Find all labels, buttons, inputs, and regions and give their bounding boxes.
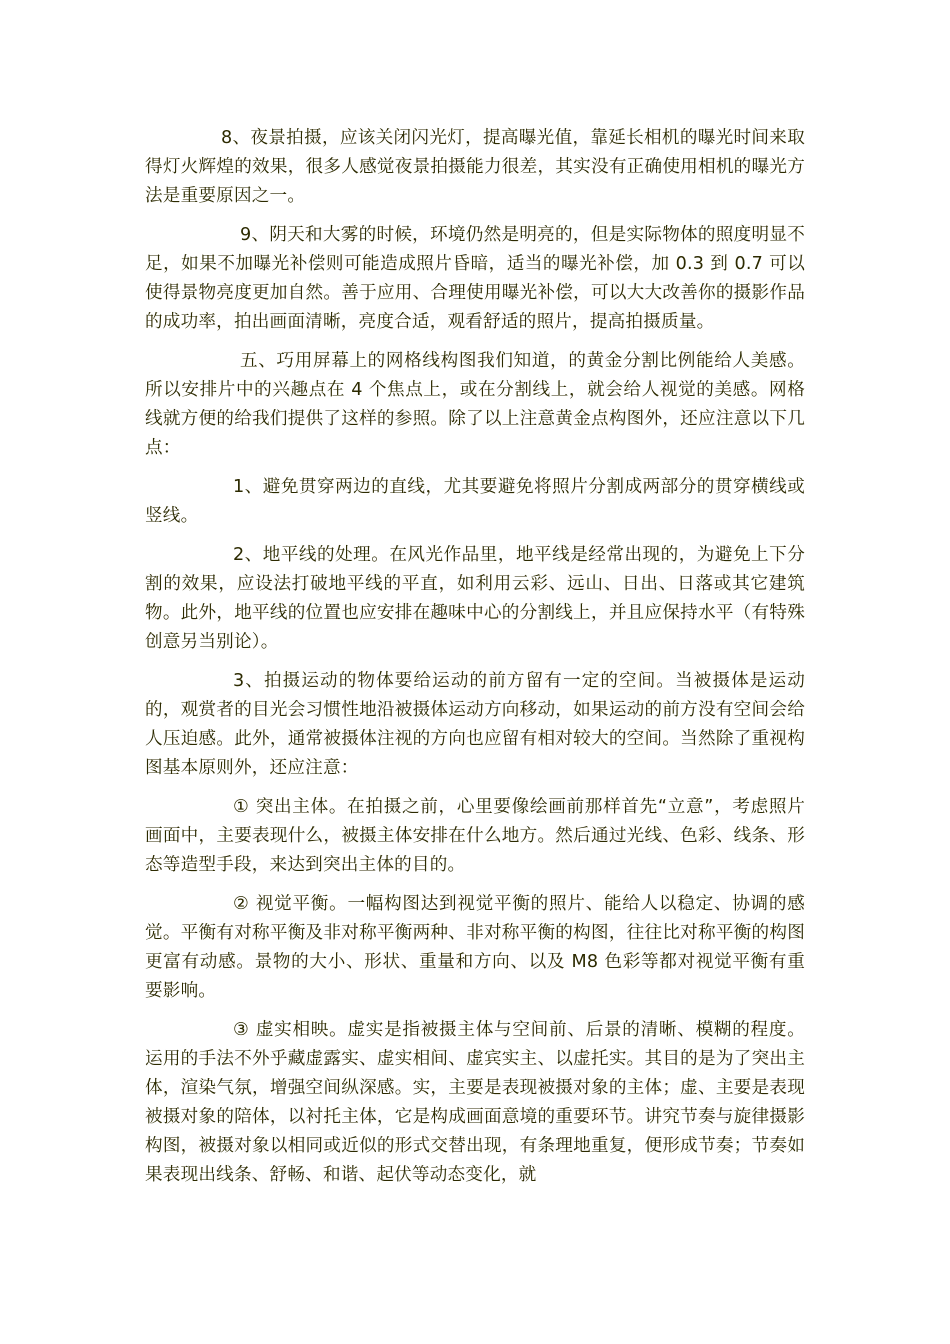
paragraph-virtual-real: ③ 虚实相映。虚实是指被摄主体与空间前、后景的清晰、模糊的程度。运用的手法不外乎藏虚露实、虚实相间、虚宾实主、以虚托实。其目的是为了突出主体，渲染气氛，增强空间纵深感。实，主要是表现被摄对象的主体；虚、主要是表现被摄对象的陪体，以衬托主体，它是构成画面意境的重要环节。讲究节奏与旋律摄影构图，被摄对象以相同或近似的形式交替出现，有条理地重复，便形成节奏；节奏如果表现出线条、舒畅、和谐、起伏等动态变化，就 <box>145 1020 805 1185</box>
paragraph-grid-lines: 五、巧用屏幕上的网格线构图我们知道，的黄金分割比例能给人美感。所以安排片中的兴趣点在 4 个焦点上，或在分割线上，就会给人视觉的美感。网格线就方便的给我们提供了这样的参照。除了以上注意黄金点构图外，还应注意以下几点： <box>145 351 805 458</box>
paragraph-highlight-subject: ① 突出主体。在拍摄之前，心里要像绘画前那样首先“立意”，考虑照片画面中，主要表现什么，被摄主体安排在什么地方。然后通过光线、色彩、线条、形态等造型手段，来达到突出主体的目的。 <box>145 797 805 875</box>
paragraph-moving-objects: 3、拍摄运动的物体要给运动的前方留有一定的空间。当被摄体是运动的，观赏者的目光会习惯性地沿被摄体运动方向移动，如果运动的前方没有空间会给人压迫感。此外，通常被摄体注视的方向也应留有相对较大的空间。当然除了重视构图基本原则外，还应注意： <box>145 671 805 778</box>
document-body <box>145 124 805 1200</box>
paragraph-horizon: 2、地平线的处理。在风光作品里，地平线是经常出现的，为避免上下分割的效果，应设法打破地平线的平直，如利用云彩、远山、日出、日落或其它建筑物。此外，地平线的位置也应安排在趣味中心的分割线上，并且应保持水平（有特殊创意另当别论）。 <box>145 545 805 652</box>
paragraph-night-shooting: 8、夜景拍摄，应该关闭闪光灯，提高曝光值，靠延长相机的曝光时间来取得灯火辉煌的效果，很多人感觉夜景拍摄能力很差，其实没有正确使用相机的曝光方法是重要原因之一。 <box>145 128 805 206</box>
paragraph-avoid-straight-lines: 1、避免贯穿两边的直线，尤其要避免将照片分割成两部分的贯穿横线或竖线。 <box>145 477 805 526</box>
paragraph-cloudy-fog: 9、阴天和大雾的时候，环境仍然是明亮的，但是实际物体的照度明显不足，如果不加曝光补偿则可能造成照片昏暗，适当的曝光补偿，加 0.3 到 0.7 可以使得景物亮度更加自然。善于应用、合理使用曝光补偿，可以大大改善你的摄影作品的成功率，拍出画面清晰，亮度合适，观看舒适的照片，提高拍摄质量。 <box>145 225 805 332</box>
paragraph-visual-balance: ② 视觉平衡。一幅构图达到视觉平衡的照片、能给人以稳定、协调的感觉。平衡有对称平衡及非对称平衡两种、非对称平衡的构图，往往比对称平衡的构图更富有动感。景物的大小、形状、重量和方向、以及 M8 色彩等都对视觉平衡有重要影响。 <box>145 894 805 1001</box>
